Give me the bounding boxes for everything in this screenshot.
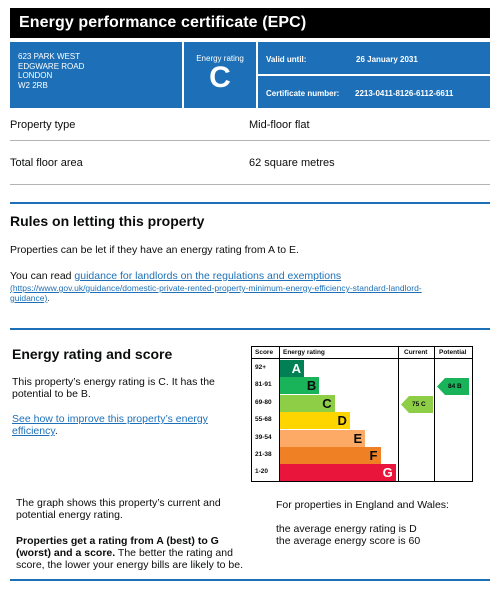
rating-explanation-line [16,547,243,559]
certificate-number-label: Certificate number: [266,89,340,98]
landlord-guidance-link[interactable]: guidance for landlords on the regulations and exemptions [74,270,342,282]
letting-text: Properties can be let if they have an energy rating from A to E. [10,244,299,256]
energy-rating-letter: C [209,61,231,94]
rating-explanation-line [16,535,243,547]
guidance-url-line: (https://www.gov.uk/guidance/domestic-private-rented-property-minimum-energy-efficiency-standard-landlord- [10,283,422,293]
graph-explanation-line: potential energy rating. [16,509,123,521]
address-line: W2 2RB [18,80,48,90]
energy-rating-column-header: Energy rating [283,349,325,356]
band-letter: A [291,361,301,376]
band-score-range: 92+ [255,364,267,371]
current-rating-arrow-label: 75 C [412,400,426,408]
band-letter: G [382,465,393,481]
valid-until-value: 26 January 2031 [356,55,418,64]
guidance-url-link[interactable] [10,283,470,303]
band-bar [280,447,381,464]
graph-column-line [398,347,399,481]
rating-band-f [252,447,398,464]
improve-efficiency-link-end[interactable]: efficiency [12,425,55,437]
property-type-label: Property type [10,119,76,131]
letting-heading: Rules on letting this property [10,213,205,229]
page-title: Energy performance certificate (EPC) [10,8,490,38]
energy-rating-box [184,42,256,108]
letting-guidance-prefix: You can read [10,270,75,282]
band-letter: C [322,395,332,411]
section-divider [10,328,490,330]
floor-area-value: 62 square metres [249,157,335,169]
current-rating-arrow [401,396,433,413]
potential-rating-arrow-label: 84 B [448,383,462,391]
rating-band-g [252,464,398,481]
graph-column-line [434,347,435,481]
guidance-url-line [10,293,470,303]
property-type-value: Mid-floor flat [249,119,310,131]
address-line: LONDON [18,71,53,80]
rating-band-c [252,395,398,412]
average-score-text: the average energy score is 60 [276,535,421,547]
valid-until-label: Valid until: [266,55,307,64]
rating-explanation-bold: (worst) and a score. [16,547,116,559]
address-block [10,42,182,108]
certificate-number-box [258,76,490,108]
score-column-header: Score [255,349,274,356]
average-intro: For properties in England and Wales: [276,499,449,511]
rating-band-b [252,377,398,394]
improve-efficiency-period: . [54,425,58,437]
improve-efficiency-text [12,413,208,437]
potential-column-header: Potential [439,349,467,356]
address-line: 623 PARK WEST [18,52,81,61]
energy-rating-label: Energy rating [196,54,244,63]
band-bar [280,377,319,394]
score-text-line: This property’s energy rating is C. It has the [12,376,215,388]
rating-explanation [16,535,243,571]
average-rating-text: the average energy rating is D [276,523,417,535]
band-score-range: 81-91 [255,381,272,389]
band-letter: F [369,448,378,463]
guidance-url-period: . [47,293,50,303]
rating-band-d [252,412,398,429]
divider [10,184,490,185]
graph-explanation-line: The graph shows this property’s current and [16,497,221,509]
letting-guidance-text [10,270,341,282]
score-heading: Energy rating and score [12,346,173,362]
certificate-number-value: 2213-0411-8126-6112-6611 [355,89,454,98]
graph-header-line [252,358,472,359]
epc-rating-graph [251,346,473,482]
potential-rating-arrow [437,378,469,395]
section-divider [10,579,490,581]
band-bar [280,395,335,412]
band-bar [280,464,396,481]
rating-band-a [252,360,398,377]
rating-explanation-bold: Properties get a rating from A (best) to G [16,535,219,547]
band-score-range: 39-54 [255,433,272,441]
valid-until-box [258,42,490,74]
rating-explanation-line: score, the lower your energy bills are likely to be. [16,559,244,571]
address-line: EDGWARE ROAD [18,61,85,71]
band-score-range: 21-38 [255,451,272,458]
band-bar [280,360,304,377]
band-score-range: 1-20 [255,468,269,476]
improve-efficiency-link[interactable]: See how to improve this property’s energy [12,413,208,425]
band-letter: B [306,378,317,394]
rating-band-e [252,430,398,447]
graph-explanation [16,497,221,521]
current-column-header: Current [404,349,428,356]
band-bar [280,430,365,447]
score-text-line: potential to be B. [12,388,91,400]
guidance-url-end: guidance) [10,293,48,303]
band-letter: E [353,430,363,446]
band-letter: D [337,413,347,429]
band-score-range: 55-68 [255,416,272,424]
floor-area-label: Total floor area [10,157,83,169]
rating-explanation-rest: The better the rating and [115,547,233,559]
band-bar [280,412,350,429]
band-score-range: 69-80 [255,398,272,406]
divider [10,140,490,141]
section-divider [10,202,490,204]
score-text [12,376,215,400]
